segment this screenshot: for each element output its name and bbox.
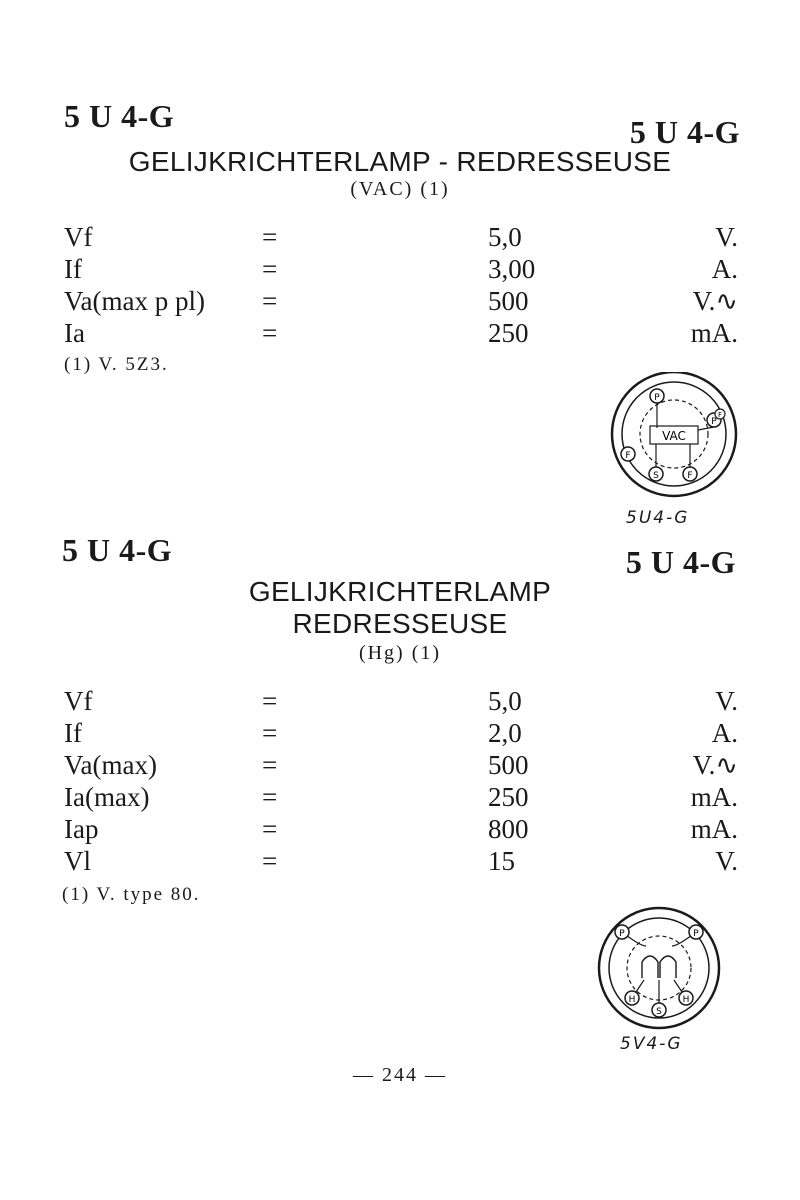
pin-5 <box>649 467 663 481</box>
pin-3 <box>621 447 635 461</box>
pin-label: P <box>693 929 699 939</box>
pin-6 <box>715 409 725 419</box>
pin-label: F <box>687 471 693 481</box>
equals-sign: = <box>262 718 278 748</box>
tube-name-right: 5 U 4-G <box>629 114 740 150</box>
page-number: — 244 — <box>353 1064 447 1086</box>
spec-value: 5,0 <box>488 686 522 716</box>
spec-value: 800 <box>488 814 529 844</box>
spec-symbol: Va(max p pl) <box>64 286 205 316</box>
spec-row <box>0 846 800 878</box>
equals-sign: = <box>262 782 278 812</box>
equals-sign: = <box>262 318 278 348</box>
spec-unit: A. <box>711 254 738 284</box>
spec-value: 15 <box>488 846 515 876</box>
spec-unit: V.∿ <box>692 286 738 316</box>
spec-value: 3,00 <box>488 254 536 284</box>
pin-label: P <box>619 929 625 939</box>
section-subtitle: (Hg) (1) <box>358 642 442 664</box>
pin-label: S <box>653 471 659 481</box>
section-title: GELIJKRICHTERLAMP - REDRESSEUSE <box>128 146 672 177</box>
spec-value: 500 <box>488 750 529 780</box>
pin-2 <box>689 925 703 939</box>
diagram-center-label: VAC <box>662 429 686 443</box>
spec-value: 250 <box>488 318 529 348</box>
spec-symbol: Vf <box>64 686 93 716</box>
spec-symbol: If <box>64 718 82 748</box>
equals-sign: = <box>262 286 278 316</box>
pin-1 <box>650 389 664 403</box>
spec-value: 2,0 <box>488 718 522 748</box>
equals-sign: = <box>262 846 278 876</box>
spec-symbol: Iap <box>64 814 99 844</box>
spec-row <box>0 318 800 350</box>
spec-row <box>0 286 800 318</box>
spec-unit: V. <box>715 846 738 876</box>
tube-base-diagram <box>594 906 724 1032</box>
equals-sign: = <box>262 750 278 780</box>
tube-name-right: 5 U 4-G <box>625 544 736 580</box>
pin-label: P <box>711 417 717 427</box>
spec-symbol: If <box>64 254 82 284</box>
spec-unit: mA. <box>690 318 738 348</box>
spec-symbol: Vf <box>64 222 93 252</box>
spec-value: 5,0 <box>488 222 522 252</box>
spec-unit: mA. <box>690 814 738 844</box>
pin-label: F <box>717 411 723 419</box>
pin-1 <box>615 925 629 939</box>
spec-row <box>0 718 800 750</box>
equals-sign: = <box>262 814 278 844</box>
diagram-caption: 5V4-G <box>620 1034 683 1054</box>
diagram-caption: 5U4-G <box>626 508 690 528</box>
spec-symbol: Ia <box>64 318 85 348</box>
spec-symbol: Ia(max) <box>64 782 150 812</box>
pin-4 <box>679 991 693 1005</box>
filament-shape <box>642 956 676 978</box>
equals-sign: = <box>262 686 278 716</box>
footnote: (1) V. 5Z3. <box>64 354 169 375</box>
spec-symbol: Va(max) <box>64 750 157 780</box>
spec-row <box>0 254 800 286</box>
spec-row <box>0 686 800 718</box>
pin-label: S <box>656 1007 662 1017</box>
pin-5 <box>652 1003 666 1017</box>
spec-row <box>0 782 800 814</box>
pin-label: F <box>625 451 631 461</box>
spec-unit: V. <box>715 686 738 716</box>
section-subtitle: (VAC) (1) <box>350 178 450 200</box>
spec-value: 500 <box>488 286 529 316</box>
spec-row <box>0 814 800 846</box>
spec-unit: V.∿ <box>692 750 738 780</box>
tube-name-left: 5 U 4-G <box>62 532 173 568</box>
spec-unit: A. <box>711 718 738 748</box>
pin-label: P <box>654 393 660 403</box>
spec-row <box>0 750 800 782</box>
tube-name-left: 5 U 4-G <box>64 98 175 134</box>
spec-row <box>0 222 800 254</box>
section-title-line2: REDRESSEUSE <box>292 608 508 639</box>
spec-symbol: Vl <box>64 846 91 876</box>
equals-sign: = <box>262 254 278 284</box>
pin-label: H <box>682 995 690 1005</box>
spec-unit: mA. <box>690 782 738 812</box>
equals-sign: = <box>262 222 278 252</box>
pin-4 <box>683 467 697 481</box>
spec-unit: V. <box>715 222 738 252</box>
spec-value: 250 <box>488 782 529 812</box>
tube-base-diagram <box>608 372 740 502</box>
pin-3 <box>625 991 639 1005</box>
section-title-line1: GELIJKRICHTERLAMP <box>248 576 552 607</box>
pin-label: H <box>628 995 636 1005</box>
footnote: (1) V. type 80. <box>62 884 201 905</box>
